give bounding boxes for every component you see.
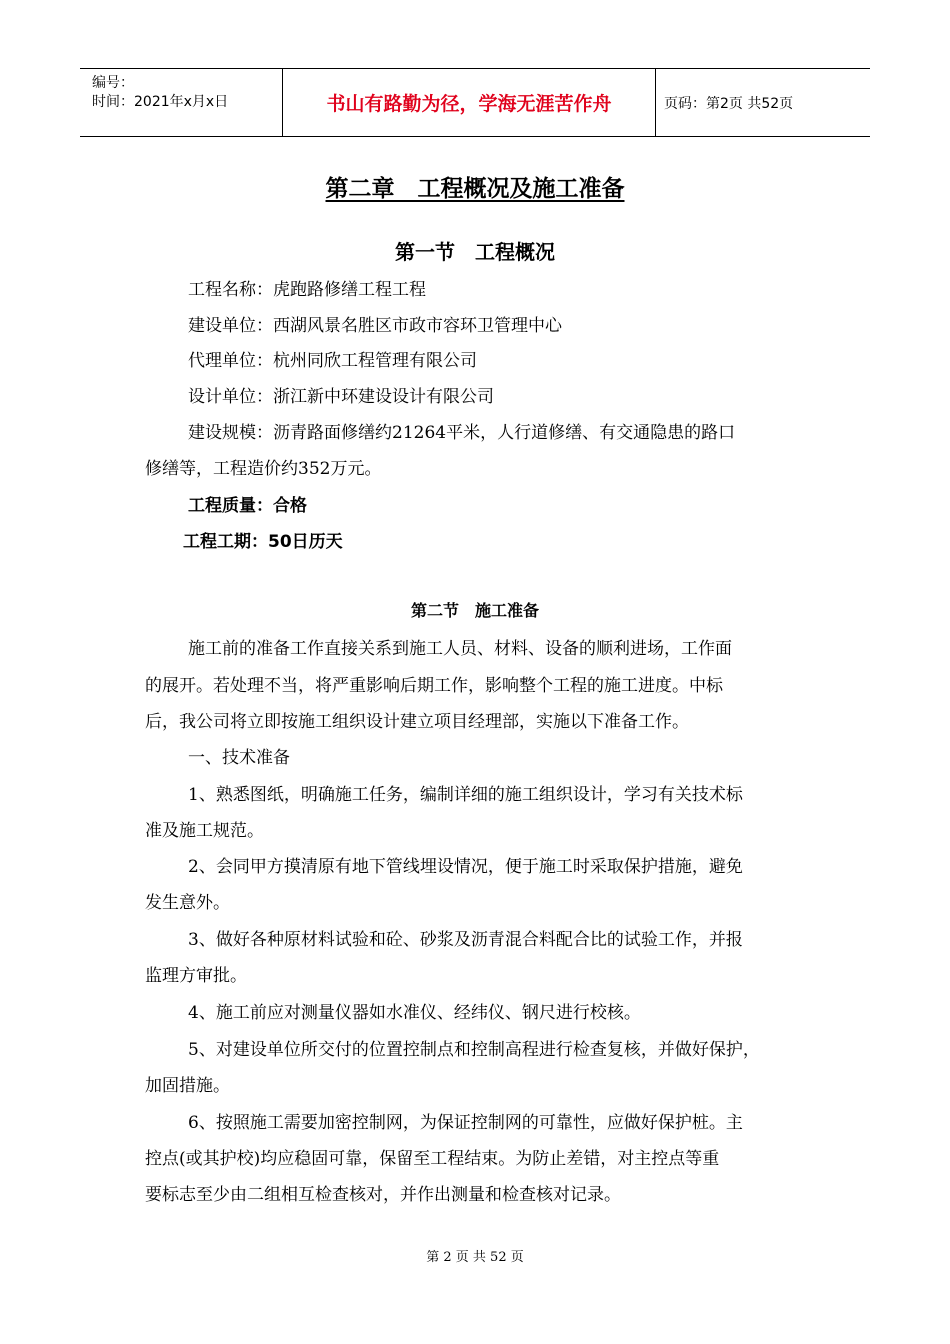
scale-line-1: 建设规模：沥青路面修缮约21264平米，人行道修缮、有交通隐患的路口: [188, 423, 736, 443]
header-page-info: [656, 69, 870, 136]
header-meta: [80, 69, 282, 136]
section1-title: 第一节 工程概况: [395, 240, 555, 264]
paragraph-line: 4、施工前应对测量仪器如水准仪、经纬仪、钢尺进行校核。: [188, 1003, 641, 1023]
quality-line: 工程质量：合格: [188, 496, 307, 516]
paragraph-line: 加固措施。: [145, 1076, 230, 1096]
paragraph-line: 3、做好各种原材料试验和砼、砂浆及沥青混合料配合比的试验工作，并报: [188, 930, 743, 950]
chapter-title-text: 第二章 工程概况及施工准备: [325, 176, 625, 202]
paragraph-line: 发生意外。: [145, 893, 230, 913]
paragraph-line: 施工前的准备工作直接关系到施工人员、材料、设备的顺利进场，工作面: [188, 639, 732, 659]
chapter-title: [0, 170, 950, 203]
paragraph-line: 2、会同甲方摸清原有地下管线埋设情况，便于施工时采取保护措施，避免: [188, 857, 743, 877]
paragraph-line: 要标志至少由二组相互检查核对，并作出测量和检查核对记录。: [145, 1185, 621, 1205]
paragraph-line: 1、熟悉图纸，明确施工任务，编制详细的施工组织设计，学习有关技术标: [188, 785, 743, 805]
scale-line-2: 修缮等，工程造价约352万元。: [145, 459, 382, 479]
document-number: 编号：: [92, 75, 134, 91]
paragraph-line: 的展开。若处理不当，将严重影响后期工作，影响整个工程的施工进度。中标: [145, 676, 723, 696]
owner-line: 建设单位：西湖风景名胜区市政市容环卫管理中心: [188, 316, 562, 336]
paragraph-line: 5、对建设单位所交付的位置控制点和控制高程进行检查复核，并做好保护，: [188, 1040, 760, 1060]
header-motto-cell: [282, 69, 656, 136]
project-name-line: 工程名称：虎跑路修缮工程工程: [188, 280, 426, 300]
section2-title: 第二节 施工准备: [410, 601, 539, 620]
page-header: [80, 68, 870, 137]
document-time: 时间：2021年x月x日: [92, 94, 229, 110]
paragraph-line: 后，我公司将立即按施工组织设计建立项目经理部，实施以下准备工作。: [145, 712, 689, 732]
agent-line: 代理单位：杭州同欣工程管理有限公司: [188, 351, 477, 371]
page-info-text: 页码：第2页 共52页: [664, 95, 794, 112]
page-footer: 第 2 页 共 52 页: [426, 1250, 524, 1265]
paragraph-line: 准及施工规范。: [145, 821, 264, 841]
subsection-heading: 一、技术准备: [188, 748, 290, 768]
designer-line: 设计单位：浙江新中环建设设计有限公司: [188, 387, 494, 407]
paragraph-line: 6、按照施工需要加密控制网，为保证控制网的可靠性，应做好保护桩。主: [188, 1113, 743, 1133]
duration-line: 工程工期：50日历天: [183, 532, 343, 552]
paragraph-line: 控点(或其护校)均应稳固可靠，保留至工程结束。为防止差错，对主控点等重: [145, 1149, 720, 1169]
paragraph-line: 监理方审批。: [145, 966, 247, 986]
header-motto: 书山有路勤为径，学海无涯苦作舟: [326, 93, 612, 115]
